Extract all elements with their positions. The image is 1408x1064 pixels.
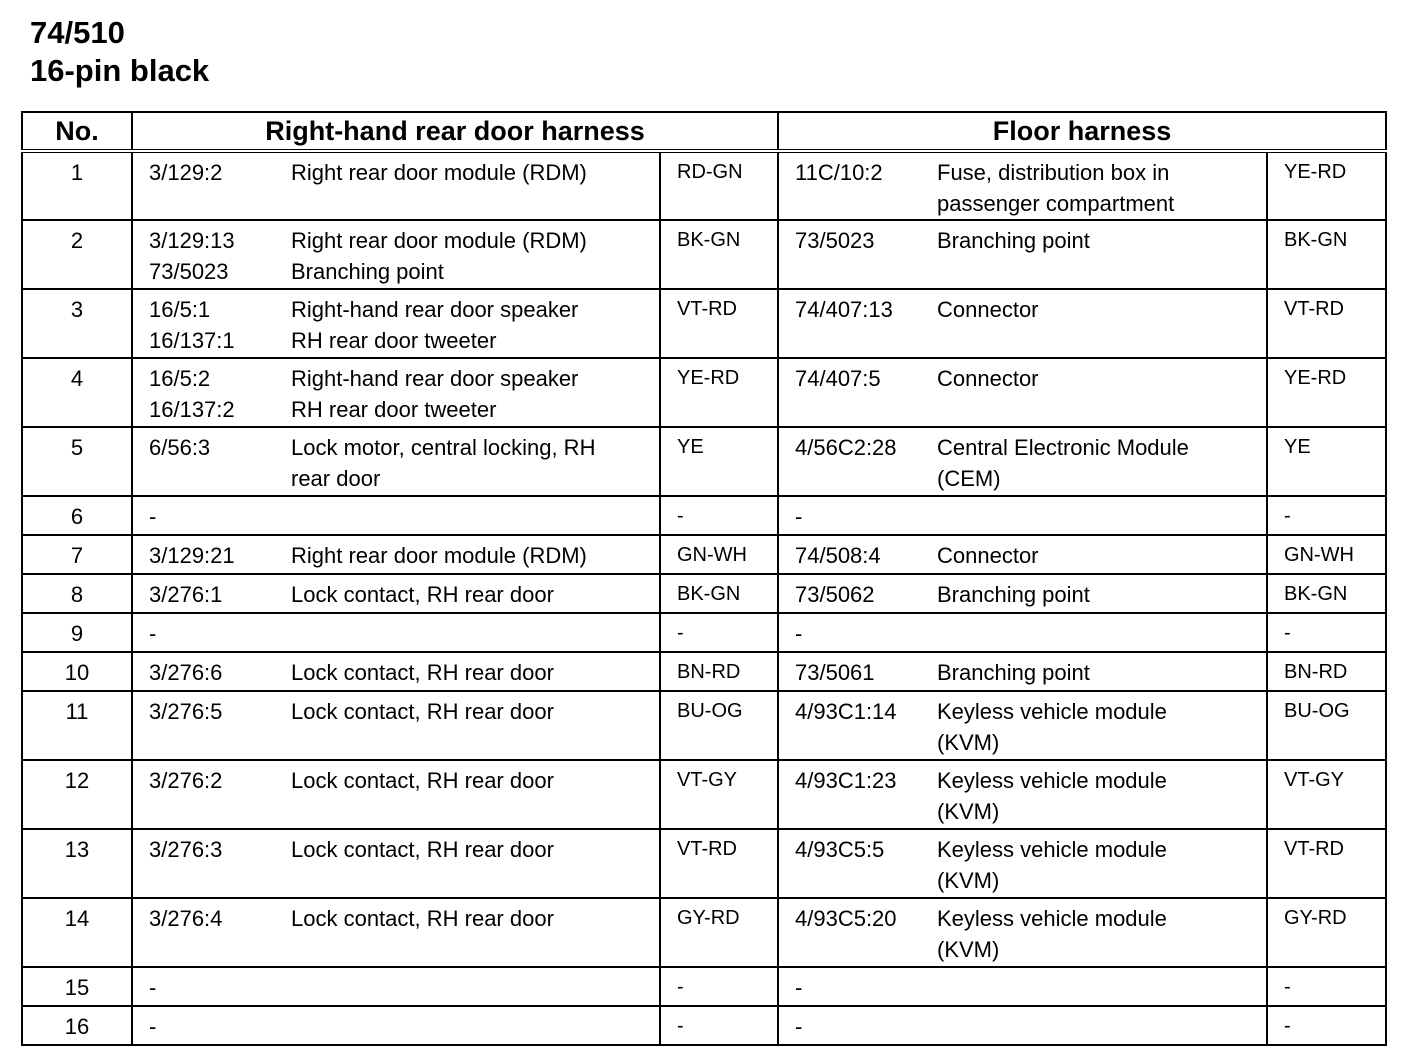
- left-component-description: [291, 540, 659, 571]
- right-harness-cell: [778, 358, 1267, 427]
- ref-line: -: [795, 975, 803, 1000]
- description-line: Right rear door module (RDM): [291, 543, 587, 568]
- right-component-description: [937, 225, 1266, 256]
- pin-number: 10: [22, 652, 132, 691]
- ref-line: 73/5023: [795, 228, 875, 253]
- left-wire-color: BN-RD: [660, 652, 778, 691]
- ref-line: 4/56C2:28: [795, 435, 897, 460]
- right-harness-cell: [778, 151, 1267, 220]
- right-component-ref: [779, 618, 937, 649]
- left-component-description: [291, 972, 659, 1003]
- column-header-floor-harness: Floor harness: [778, 112, 1386, 151]
- left-wire-color: VT-RD: [660, 289, 778, 358]
- left-component-description: [291, 903, 659, 934]
- description-line: Right-hand rear door speaker: [291, 297, 579, 322]
- table-row: [22, 898, 1386, 967]
- right-component-ref: [779, 1011, 937, 1042]
- right-harness-cell: [778, 427, 1267, 496]
- left-wire-color: VT-GY: [660, 760, 778, 829]
- right-wire-color: VT-RD: [1267, 829, 1386, 898]
- left-wire-color: -: [660, 1006, 778, 1045]
- right-component-description: [937, 294, 1266, 325]
- left-component-description: [291, 696, 659, 727]
- right-component-ref: [779, 834, 937, 896]
- left-component-description: [291, 657, 659, 688]
- description-line: Keyless vehicle module: [937, 768, 1167, 793]
- right-component-description: [937, 540, 1266, 571]
- pin-number: 3: [22, 289, 132, 358]
- table-row: [22, 427, 1386, 496]
- description-line: (KVM): [937, 799, 1000, 824]
- description-line: Lock contact, RH rear door: [291, 660, 554, 685]
- ref-line: 73/5023: [149, 259, 229, 284]
- left-component-ref: [133, 1011, 291, 1042]
- left-harness-cell: [132, 652, 660, 691]
- right-wire-color: -: [1267, 496, 1386, 535]
- column-header-no: No.: [22, 112, 132, 151]
- right-component-ref: [779, 579, 937, 610]
- table-row: [22, 829, 1386, 898]
- left-wire-color: -: [660, 613, 778, 652]
- pin-number: 4: [22, 358, 132, 427]
- left-component-ref: [133, 294, 291, 356]
- right-component-ref: [779, 225, 937, 256]
- right-wire-color: -: [1267, 1006, 1386, 1045]
- table-row: [22, 220, 1386, 289]
- pin-number: 16: [22, 1006, 132, 1045]
- ref-line: 74/407:13: [795, 297, 893, 322]
- connector-description: 16-pin black: [30, 53, 210, 88]
- ref-line: 3/129:21: [149, 543, 235, 568]
- right-wire-color: BK-GN: [1267, 220, 1386, 289]
- left-component-ref: [133, 157, 291, 188]
- left-component-ref: [133, 540, 291, 571]
- right-wire-color: GN-WH: [1267, 535, 1386, 574]
- connector-title: [30, 14, 209, 90]
- right-harness-cell: [778, 535, 1267, 574]
- description-line: Lock contact, RH rear door: [291, 699, 554, 724]
- right-harness-cell: [778, 652, 1267, 691]
- right-component-description: [937, 432, 1266, 494]
- left-harness-cell: [132, 898, 660, 967]
- table-row: [22, 691, 1386, 760]
- right-harness-cell: [778, 289, 1267, 358]
- right-component-ref: [779, 540, 937, 571]
- ref-line: 11C/10:2: [795, 160, 883, 185]
- description-line: Keyless vehicle module: [937, 699, 1167, 724]
- ref-line: -: [149, 975, 157, 1000]
- pin-number: 6: [22, 496, 132, 535]
- right-harness-cell: [778, 691, 1267, 760]
- right-component-description: [937, 618, 1266, 649]
- left-component-ref: [133, 834, 291, 865]
- left-wire-color: BU-OG: [660, 691, 778, 760]
- ref-line: 3/276:6: [149, 660, 223, 685]
- table-row: [22, 535, 1386, 574]
- description-line: Connector: [937, 297, 1039, 322]
- left-wire-color: RD-GN: [660, 151, 778, 220]
- right-wire-color: VT-GY: [1267, 760, 1386, 829]
- left-component-description: [291, 225, 659, 287]
- right-harness-cell: [778, 967, 1267, 1006]
- table-row: [22, 151, 1386, 220]
- left-component-ref: [133, 696, 291, 727]
- description-line: Right rear door module (RDM): [291, 228, 587, 253]
- right-harness-cell: [778, 496, 1267, 535]
- left-component-description: [291, 294, 659, 356]
- ref-line: 16/137:1: [149, 328, 235, 353]
- left-component-description: [291, 618, 659, 649]
- ref-line: 6/56:3: [149, 435, 211, 460]
- ref-line: 4/93C1:23: [795, 768, 897, 793]
- table-header-row: [22, 112, 1386, 151]
- ref-line: -: [795, 1014, 803, 1039]
- left-component-ref: [133, 618, 291, 649]
- description-line: (CEM): [937, 466, 1001, 491]
- left-wire-color: BK-GN: [660, 574, 778, 613]
- description-line: Connector: [937, 366, 1039, 391]
- ref-line: -: [149, 621, 157, 646]
- description-line: Right-hand rear door speaker: [291, 366, 579, 391]
- ref-line: 16/5:2: [149, 366, 211, 391]
- right-harness-cell: [778, 1006, 1267, 1045]
- description-line: Lock motor, central locking, RH: [291, 435, 596, 460]
- left-wire-color: YE: [660, 427, 778, 496]
- left-wire-color: GY-RD: [660, 898, 778, 967]
- ref-line: 3/129:13: [149, 228, 235, 253]
- right-wire-color: BN-RD: [1267, 652, 1386, 691]
- left-component-ref: [133, 432, 291, 494]
- right-component-ref: [779, 363, 937, 394]
- left-component-ref: [133, 501, 291, 532]
- right-component-ref: [779, 157, 937, 219]
- description-line: (KVM): [937, 937, 1000, 962]
- right-component-description: [937, 765, 1266, 827]
- left-harness-cell: [132, 427, 660, 496]
- right-wire-color: VT-RD: [1267, 289, 1386, 358]
- description-line: (KVM): [937, 730, 1000, 755]
- ref-line: -: [795, 621, 803, 646]
- ref-line: -: [149, 504, 157, 529]
- left-component-ref: [133, 972, 291, 1003]
- pin-number: 15: [22, 967, 132, 1006]
- left-harness-cell: [132, 691, 660, 760]
- table-row: [22, 289, 1386, 358]
- pin-number: 13: [22, 829, 132, 898]
- left-component-description: [291, 1011, 659, 1042]
- ref-line: 74/407:5: [795, 366, 881, 391]
- description-line: RH rear door tweeter: [291, 328, 497, 353]
- right-wire-color: GY-RD: [1267, 898, 1386, 967]
- description-line: Keyless vehicle module: [937, 906, 1167, 931]
- table-row: [22, 358, 1386, 427]
- right-component-description: [937, 834, 1266, 896]
- left-wire-color: VT-RD: [660, 829, 778, 898]
- left-harness-cell: [132, 358, 660, 427]
- description-line: Branching point: [291, 259, 444, 284]
- left-wire-color: GN-WH: [660, 535, 778, 574]
- description-line: RH rear door tweeter: [291, 397, 497, 422]
- right-harness-cell: [778, 220, 1267, 289]
- right-harness-cell: [778, 898, 1267, 967]
- right-harness-cell: [778, 829, 1267, 898]
- right-component-ref: [779, 903, 937, 965]
- ref-line: 4/93C5:20: [795, 906, 897, 931]
- left-harness-cell: [132, 760, 660, 829]
- right-wire-color: BU-OG: [1267, 691, 1386, 760]
- description-line: Central Electronic Module: [937, 435, 1189, 460]
- left-wire-color: YE-RD: [660, 358, 778, 427]
- table-row: [22, 760, 1386, 829]
- left-wire-color: -: [660, 496, 778, 535]
- right-component-description: [937, 1011, 1266, 1042]
- pin-number: 12: [22, 760, 132, 829]
- left-harness-cell: [132, 220, 660, 289]
- right-component-description: [937, 657, 1266, 688]
- right-harness-cell: [778, 613, 1267, 652]
- table-row: [22, 967, 1386, 1006]
- table-row: [22, 613, 1386, 652]
- right-harness-cell: [778, 760, 1267, 829]
- right-component-description: [937, 696, 1266, 758]
- left-harness-cell: [132, 613, 660, 652]
- right-component-ref: [779, 765, 937, 827]
- pin-number: 2: [22, 220, 132, 289]
- left-component-description: [291, 363, 659, 425]
- ref-line: 3/276:5: [149, 699, 223, 724]
- left-component-description: [291, 765, 659, 796]
- right-wire-color: YE-RD: [1267, 151, 1386, 220]
- table-row: [22, 496, 1386, 535]
- left-wire-color: -: [660, 967, 778, 1006]
- ref-line: 3/276:2: [149, 768, 223, 793]
- left-component-ref: [133, 225, 291, 287]
- right-harness-cell: [778, 574, 1267, 613]
- connector-id: 74/510: [30, 15, 125, 50]
- description-line: Branching point: [937, 660, 1090, 685]
- right-wire-color: YE: [1267, 427, 1386, 496]
- left-component-description: [291, 501, 659, 532]
- table-row: [22, 652, 1386, 691]
- description-line: Lock contact, RH rear door: [291, 768, 554, 793]
- ref-line: 16/137:2: [149, 397, 235, 422]
- right-component-description: [937, 903, 1266, 965]
- description-line: Branching point: [937, 228, 1090, 253]
- right-component-ref: [779, 501, 937, 532]
- left-harness-cell: [132, 829, 660, 898]
- left-harness-cell: [132, 496, 660, 535]
- ref-line: 16/5:1: [149, 297, 211, 322]
- left-harness-cell: [132, 151, 660, 220]
- right-wire-color: YE-RD: [1267, 358, 1386, 427]
- right-component-ref: [779, 696, 937, 758]
- description-line: Keyless vehicle module: [937, 837, 1167, 862]
- description-line: Fuse, distribution box in: [937, 160, 1170, 185]
- pin-number: 11: [22, 691, 132, 760]
- description-line: Lock contact, RH rear door: [291, 837, 554, 862]
- description-line: passenger compartment: [937, 191, 1175, 216]
- column-header-door-harness: Right-hand rear door harness: [132, 112, 778, 151]
- description-line: Lock contact, RH rear door: [291, 582, 554, 607]
- ref-line: 4/93C1:14: [795, 699, 897, 724]
- ref-line: -: [795, 504, 803, 529]
- table-body: [22, 151, 1386, 1045]
- left-component-description: [291, 579, 659, 610]
- pin-number: 7: [22, 535, 132, 574]
- left-harness-cell: [132, 967, 660, 1006]
- ref-line: 4/93C5:5: [795, 837, 885, 862]
- right-component-ref: [779, 432, 937, 494]
- description-line: rear door: [291, 466, 381, 491]
- right-wire-color: -: [1267, 613, 1386, 652]
- right-wire-color: BK-GN: [1267, 574, 1386, 613]
- ref-line: 73/5062: [795, 582, 875, 607]
- left-harness-cell: [132, 289, 660, 358]
- left-component-ref: [133, 657, 291, 688]
- right-component-description: [937, 501, 1266, 532]
- ref-line: 3/276:4: [149, 906, 223, 931]
- left-component-description: [291, 834, 659, 865]
- left-component-description: [291, 157, 659, 188]
- pin-number: 5: [22, 427, 132, 496]
- right-wire-color: -: [1267, 967, 1386, 1006]
- description-line: (KVM): [937, 868, 1000, 893]
- right-component-ref: [779, 294, 937, 325]
- description-line: Branching point: [937, 582, 1090, 607]
- right-component-ref: [779, 657, 937, 688]
- table-row: [22, 1006, 1386, 1045]
- left-component-ref: [133, 579, 291, 610]
- ref-line: 3/129:2: [149, 160, 223, 185]
- right-component-ref: [779, 972, 937, 1003]
- pinout-table: [21, 111, 1387, 1046]
- pin-number: 9: [22, 613, 132, 652]
- left-harness-cell: [132, 574, 660, 613]
- left-component-ref: [133, 363, 291, 425]
- description-line: Right rear door module (RDM): [291, 160, 587, 185]
- right-component-description: [937, 972, 1266, 1003]
- ref-line: 73/5061: [795, 660, 875, 685]
- left-component-ref: [133, 903, 291, 934]
- pin-number: 1: [22, 151, 132, 220]
- right-component-description: [937, 363, 1266, 394]
- right-component-description: [937, 157, 1266, 219]
- left-wire-color: BK-GN: [660, 220, 778, 289]
- ref-line: 3/276:1: [149, 582, 223, 607]
- left-component-description: [291, 432, 659, 494]
- table-row: [22, 574, 1386, 613]
- ref-line: 74/508:4: [795, 543, 881, 568]
- pin-number: 14: [22, 898, 132, 967]
- left-harness-cell: [132, 1006, 660, 1045]
- ref-line: -: [149, 1014, 157, 1039]
- right-component-description: [937, 579, 1266, 610]
- pin-number: 8: [22, 574, 132, 613]
- description-line: Connector: [937, 543, 1039, 568]
- ref-line: 3/276:3: [149, 837, 223, 862]
- left-harness-cell: [132, 535, 660, 574]
- description-line: Lock contact, RH rear door: [291, 906, 554, 931]
- left-component-ref: [133, 765, 291, 796]
